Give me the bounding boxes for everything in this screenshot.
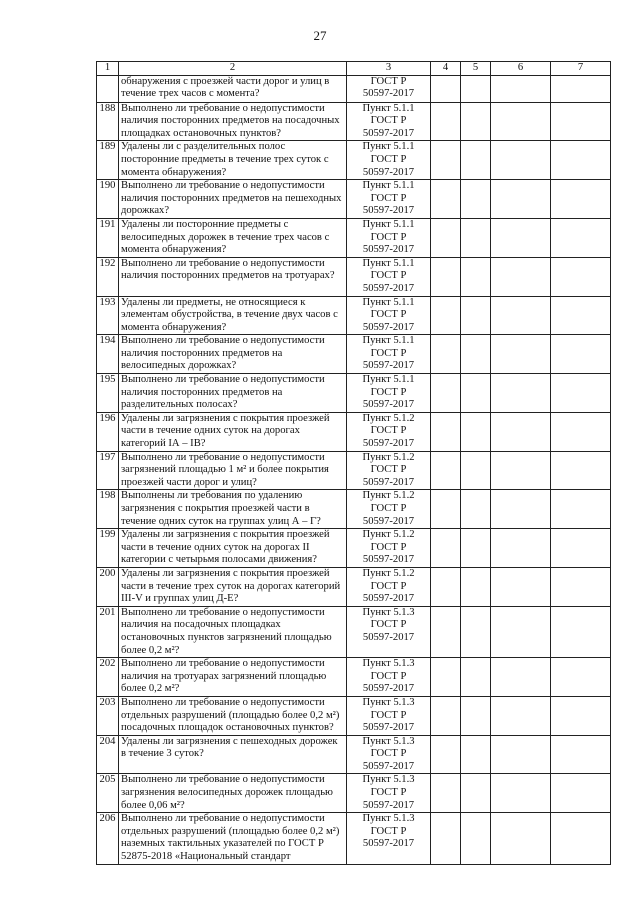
empty-cell [491,180,551,219]
empty-cell [551,141,611,180]
row-number: 199 [97,529,119,568]
reference-text: Пункт 5.1.3 ГОСТ Р 50597-2017 [347,696,431,735]
empty-cell [551,696,611,735]
empty-cell [461,774,491,813]
table-row [97,335,611,374]
row-number: 191 [97,218,119,257]
table-row [97,606,611,657]
empty-cell [431,490,461,529]
empty-cell [491,141,551,180]
reference-text: Пункт 5.1.2 ГОСТ Р 50597-2017 [347,529,431,568]
row-number: 198 [97,490,119,529]
column-header: 4 [431,62,461,76]
empty-cell [551,335,611,374]
row-number: 202 [97,658,119,697]
row-number: 194 [97,335,119,374]
empty-cell [461,141,491,180]
column-header: 6 [491,62,551,76]
row-number: 190 [97,180,119,219]
empty-cell [491,374,551,413]
table-row [97,735,611,774]
table-row [97,567,611,606]
column-header-row [97,62,611,76]
table-row [97,257,611,296]
table-row [97,296,611,335]
empty-cell [461,102,491,141]
empty-cell [551,567,611,606]
reference-text: Пункт 5.1.2 ГОСТ Р 50597-2017 [347,490,431,529]
question-text: Удалены ли загрязнения с пешеходных дорожек в течение 3 суток? [119,735,347,774]
question-text: Выполнены ли требования по удалению загрязнения с покрытия проезжей части в течение одних суток на группах улиц А – Г? [119,490,347,529]
empty-cell [491,451,551,490]
table-row [97,141,611,180]
reference-text: Пункт 5.1.1 ГОСТ Р 50597-2017 [347,180,431,219]
question-text: Выполнено ли требование о недопустимости наличия посторонних предметов на тротуарах? [119,257,347,296]
row-number: 200 [97,567,119,606]
empty-cell [491,412,551,451]
empty-cell [461,335,491,374]
table-row [97,451,611,490]
empty-cell [491,218,551,257]
empty-cell [461,296,491,335]
empty-cell [431,75,461,102]
empty-cell [551,774,611,813]
empty-cell [551,529,611,568]
empty-cell [491,735,551,774]
empty-cell [551,218,611,257]
row-number: 192 [97,257,119,296]
table-row [97,696,611,735]
row-number: 203 [97,696,119,735]
empty-cell [551,412,611,451]
table-row [97,529,611,568]
table-row [97,813,611,864]
reference-text: Пункт 5.1.3 ГОСТ Р 50597-2017 [347,658,431,697]
reference-text: Пункт 5.1.3 ГОСТ Р 50597-2017 [347,606,431,657]
column-header: 7 [551,62,611,76]
empty-cell [551,374,611,413]
checklist-table [96,61,611,865]
reference-text: Пункт 5.1.1 ГОСТ Р 50597-2017 [347,218,431,257]
empty-cell [491,567,551,606]
empty-cell [491,257,551,296]
empty-cell [551,180,611,219]
empty-cell [461,813,491,864]
empty-cell [491,335,551,374]
empty-cell [461,374,491,413]
reference-text: Пункт 5.1.1 ГОСТ Р 50597-2017 [347,296,431,335]
question-text: Удалены ли посторонние предметы с велосипедных дорожек в течение трех часов с момента обнаружения? [119,218,347,257]
row-number [97,75,119,102]
row-number: 205 [97,774,119,813]
empty-cell [431,412,461,451]
empty-cell [551,257,611,296]
question-text: Выполнено ли требование о недопустимости наличия посторонних предметов на пешеходных дорожках? [119,180,347,219]
continuation-row [97,75,611,102]
empty-cell [551,735,611,774]
empty-cell [491,490,551,529]
empty-cell [491,606,551,657]
table-row [97,774,611,813]
question-text: Выполнено ли требование о недопустимости загрязнений площадью 1 м² и более покрытия проезжей части дорог и улиц? [119,451,347,490]
empty-cell [431,735,461,774]
question-text: Удалены ли загрязнения с покрытия проезжей части в течение трех суток на дорогах категорий III-V и группах улиц Д-Е? [119,567,347,606]
reference-text: Пункт 5.1.3 ГОСТ Р 50597-2017 [347,774,431,813]
table-row [97,412,611,451]
question-text: Выполнено ли требование о недопустимости наличия посторонних предметов на разделительных полосах? [119,374,347,413]
empty-cell [461,75,491,102]
question-text: Удалены ли загрязнения с покрытия проезжей части в течение одних суток на дорогах категорий IА – IВ? [119,412,347,451]
empty-cell [461,567,491,606]
empty-cell [431,335,461,374]
empty-cell [431,374,461,413]
empty-cell [551,490,611,529]
empty-cell [431,102,461,141]
reference-text: Пункт 5.1.1 ГОСТ Р 50597-2017 [347,102,431,141]
question-text: Удалены ли загрязнения с покрытия проезжей части в течение одних суток на дорогах II категории с четырьмя полосами движения? [119,529,347,568]
empty-cell [431,606,461,657]
row-number: 195 [97,374,119,413]
empty-cell [491,696,551,735]
question-text: Выполнено ли требование о недопустимости наличия на посадочных площадках остановочных пунктов загрязнений площадью более 0,2 м²? [119,606,347,657]
empty-cell [461,257,491,296]
column-header: 2 [119,62,347,76]
empty-cell [431,296,461,335]
empty-cell [491,813,551,864]
empty-cell [431,567,461,606]
empty-cell [551,451,611,490]
row-number: 197 [97,451,119,490]
empty-cell [461,735,491,774]
empty-cell [491,75,551,102]
question-text: Выполнено ли требование о недопустимости наличия посторонних предметов на посадочных площадках остановочных пунктов? [119,102,347,141]
empty-cell [551,658,611,697]
question-text: Удалены ли с разделительных полос посторонние предметы в течение трех суток с момента обнаружения? [119,141,347,180]
empty-cell [431,529,461,568]
empty-cell [491,529,551,568]
empty-cell [461,218,491,257]
column-header: 3 [347,62,431,76]
question-text: Выполнено ли требование о недопустимости загрязнения велосипедных дорожек площадью более 0,06 м²? [119,774,347,813]
question-text: Выполнено ли требование о недопустимости наличия на тротуарах загрязнений площадью более 0,2 м²? [119,658,347,697]
empty-cell [551,102,611,141]
reference-text: Пункт 5.1.1 ГОСТ Р 50597-2017 [347,257,431,296]
empty-cell [431,774,461,813]
reference-text: ГОСТ Р 50597-2017 [347,75,431,102]
page-number: 27 [313,28,327,43]
empty-cell [461,696,491,735]
empty-cell [461,412,491,451]
empty-cell [491,102,551,141]
reference-text: Пункт 5.1.3 ГОСТ Р 50597-2017 [347,735,431,774]
reference-text: Пункт 5.1.2 ГОСТ Р 50597-2017 [347,412,431,451]
table-row [97,490,611,529]
row-number: 193 [97,296,119,335]
reference-text: Пункт 5.1.3 ГОСТ Р 50597-2017 [347,813,431,864]
empty-cell [461,658,491,697]
empty-cell [491,774,551,813]
empty-cell [551,813,611,864]
row-number: 188 [97,102,119,141]
empty-cell [431,218,461,257]
empty-cell [461,451,491,490]
column-header: 1 [97,62,119,76]
empty-cell [431,257,461,296]
empty-cell [431,813,461,864]
table-row [97,180,611,219]
reference-text: Пункт 5.1.2 ГОСТ Р 50597-2017 [347,451,431,490]
row-number: 206 [97,813,119,864]
table-row [97,218,611,257]
reference-text: Пункт 5.1.2 ГОСТ Р 50597-2017 [347,567,431,606]
empty-cell [461,606,491,657]
row-number: 196 [97,412,119,451]
table-row [97,658,611,697]
question-text: обнаружения с проезжей части дорог и улиц в течение трех часов с момента? [119,75,347,102]
reference-text: Пункт 5.1.1 ГОСТ Р 50597-2017 [347,141,431,180]
question-text: Выполнено ли требование о недопустимости отдельных разрушений (площадью более 0,2 м²) наземных тактильных указателей по ГОСТ Р 52875-2018 «Национальный стандарт [119,813,347,864]
reference-text: Пункт 5.1.1 ГОСТ Р 50597-2017 [347,335,431,374]
column-header: 5 [461,62,491,76]
row-number: 189 [97,141,119,180]
empty-cell [431,141,461,180]
row-number: 201 [97,606,119,657]
empty-cell [461,180,491,219]
table-row [97,374,611,413]
empty-cell [491,658,551,697]
reference-text: Пункт 5.1.1 ГОСТ Р 50597-2017 [347,374,431,413]
empty-cell [461,490,491,529]
empty-cell [461,529,491,568]
row-number: 204 [97,735,119,774]
empty-cell [431,180,461,219]
empty-cell [551,296,611,335]
empty-cell [431,658,461,697]
question-text: Выполнено ли требование о недопустимости отдельных разрушений (площадью более 0,2 м²) посадочных площадок остановочных пунктов? [119,696,347,735]
empty-cell [551,606,611,657]
empty-cell [491,296,551,335]
empty-cell [431,696,461,735]
empty-cell [431,451,461,490]
table-row [97,102,611,141]
empty-cell [551,75,611,102]
question-text: Выполнено ли требование о недопустимости наличия посторонних предметов на велосипедных дорожках? [119,335,347,374]
question-text: Удалены ли предметы, не относящиеся к элементам обустройства, в течение двух часов с момента обнаружения? [119,296,347,335]
